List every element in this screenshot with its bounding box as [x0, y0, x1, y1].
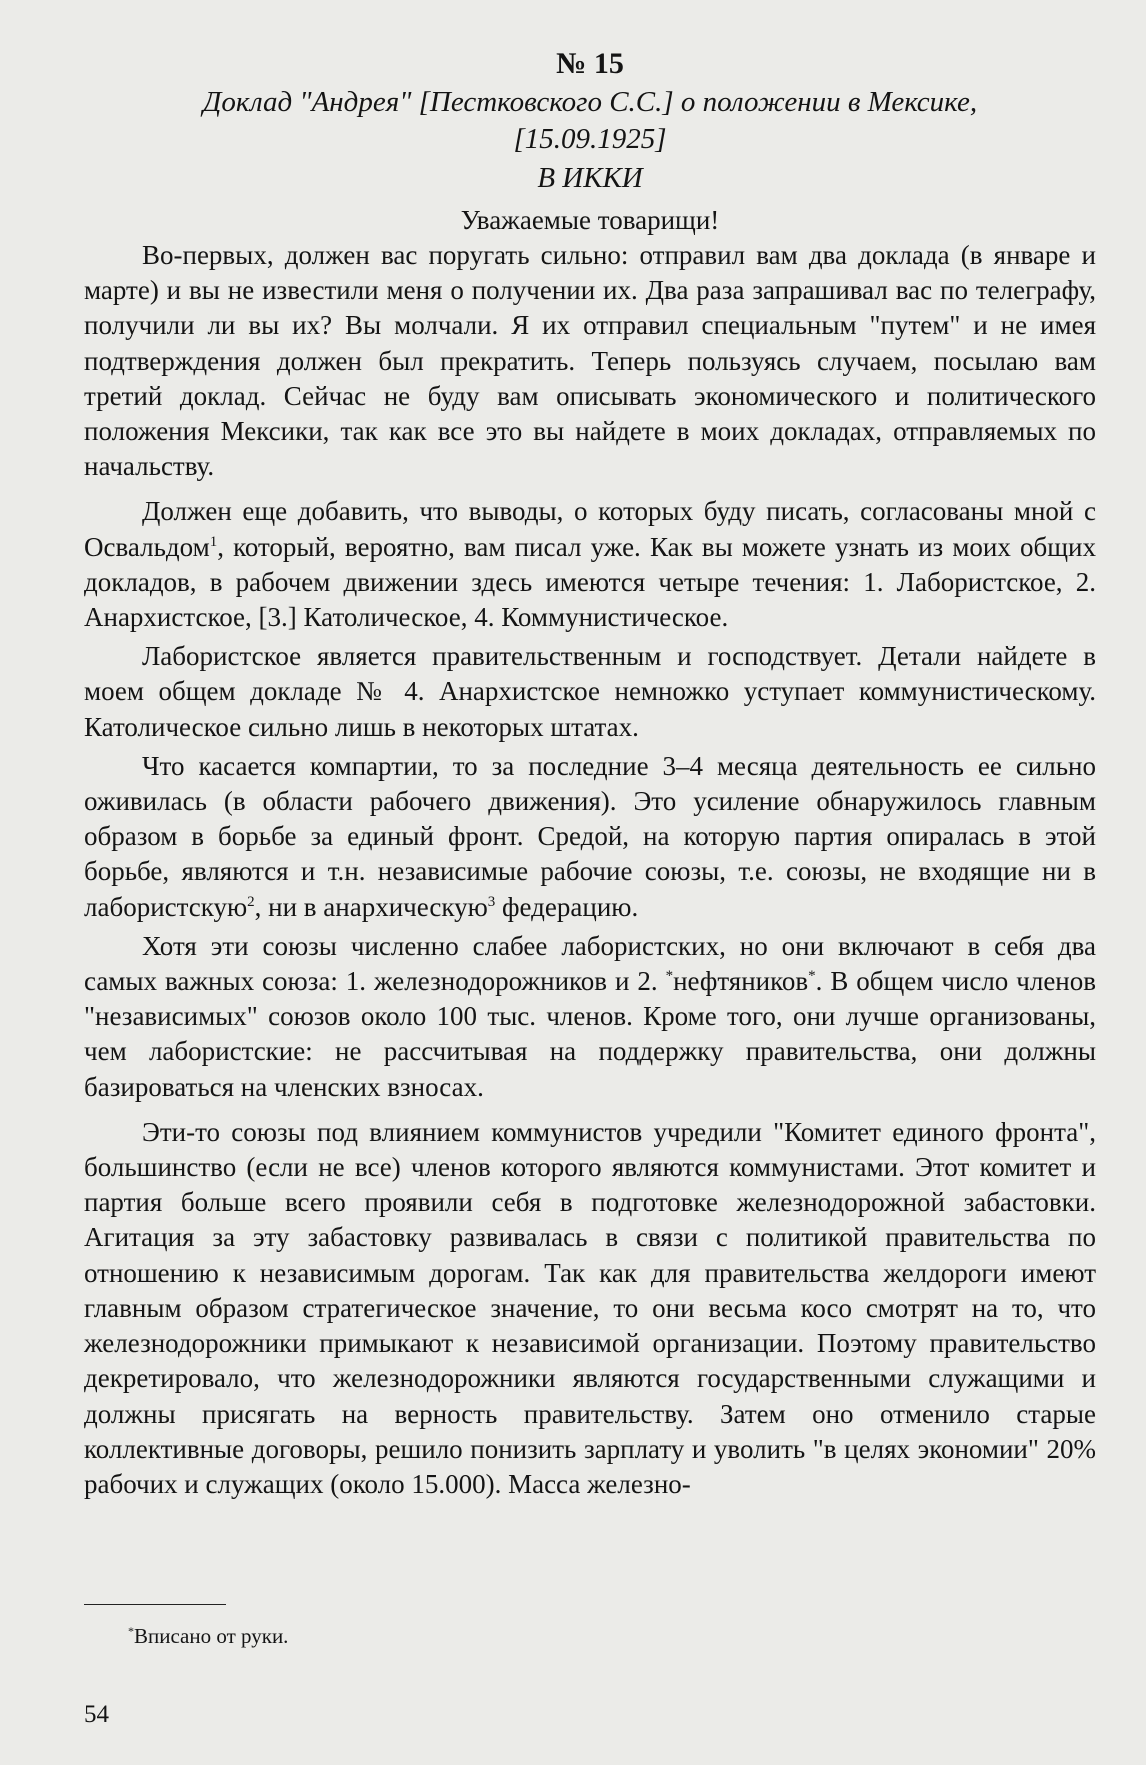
- paragraph-2-text-after: , который, вероятно, вам писал уже. Как вы можете узнать из моих общих докладов, в рабочем движении здесь имеются четыре течения: 1. Лабористское, 2. Анархистское, [3.] Католическое, 4. Коммунистическое.: [84, 531, 1096, 633]
- paragraph-4-text-before: Что касается компартии, то за последние 3–4 месяца деятельность ее сильно оживилась (в области рабочего движения). Это усиление обнаружилось главным образом в борьбе за единый фронт. Средой, на которую партия опиралась в этой борьбе, являются и т.н. независимые рабочие союзы, т.е. союзы, не входящие ни в лабористскую: [84, 750, 1096, 922]
- paragraph-4: [84, 749, 1096, 925]
- paragraph-4-text-after: федерацию.: [495, 891, 639, 922]
- paragraph-5-text-after: . В общем число членов "независимых" союзов около 100 тыс. членов. Кроме того, они лучше организованы, чем лабористские: не рассчитывая на поддержку правительства, они должны базироваться на членских взносах.: [84, 966, 1096, 1102]
- paragraph-2-text-before: Должен еще добавить, что выводы, о которых буду писать, согласованы мной с Освальдом: [84, 496, 1096, 562]
- paragraph-6: [84, 1115, 1096, 1502]
- paragraph-1: [84, 238, 1096, 484]
- footnote-mark-end: *: [808, 968, 816, 985]
- paragraph-4-text-middle: , ни в анархическую: [254, 891, 488, 922]
- footnote-divider: [84, 1604, 226, 1605]
- document-title-line1: Доклад "Андрея" [Пестковского С.С.] о положении в Мексике,: [202, 86, 978, 118]
- paragraph-5-text-before: Хотя эти союзы численно слабее лабористских, но они включают в себя два самых важных союза: 1. железнодорожников и 2.: [84, 930, 1096, 997]
- footnote-mark: *: [128, 1624, 134, 1638]
- paragraph-3: [84, 639, 1096, 745]
- paragraph-3-text: Лабористское является правительственным и господствует. Детали найдете в моем общем докладе № 4. Анархистское немножко уступает коммунистическому. Католическое сильно лишь в некоторых штатах.: [84, 641, 1096, 742]
- paragraph-6-text: Эти-то союзы под влиянием коммунистов учредили "Комитет единого фронта", большинство (если не все) членов которого являются коммунистами. Этот комитет и партия больше всего проявили себя в подготовке железнодорожной забастовки. Агитация за эту забастовку развивалась в связи с политикой правительства по отношению к независимым дорогам. Так как для правительства желдороги имеют главным образом стратегическое значение, то они весьма косо смотрят на то, что железнодорожники примыкают к независимой организации. Поэтому правительство декретировало, что железнодорожники являются государственными служащими и должны присягать на верность правительству. Затем оно отменило старые коллективные договоры, решило понизить зарплату и уволить "в целях экономии" 20% рабочих и служащих (около 15.000). Масса железно-: [84, 1116, 1096, 1499]
- paragraph-5-text-middle: нефтяников: [673, 966, 809, 997]
- paragraph-1-text: Во-первых, должен вас поругать сильно: отправил вам два доклада (в январе и марте) и вы не известили меня о получении их. Два раза запрашивал вас по телеграфу, получили ли вы их? Вы молчали. Я их отправил специальным "путем" и не имея подтверждения должен был прекратить. Теперь пользуясь случаем, посылаю вам третий доклад. Сейчас не буду вам описывать экономического и политического положения Мексики, так как все это вы найдете в моих докладах, отправляемых по начальству.: [84, 240, 1096, 482]
- footnote: [128, 1622, 288, 1650]
- page-number: 54: [84, 1701, 109, 1728]
- document-addressee: В ИККИ: [537, 162, 643, 194]
- document-title-line2: [15.09.1925]: [513, 123, 667, 155]
- document-number: № 15: [556, 47, 624, 80]
- salutation: Уважаемые товарищи!: [460, 205, 720, 235]
- paragraph-5: [84, 929, 1096, 1105]
- footnote-mark-start: *: [665, 968, 674, 985]
- footnote-ref-2: 2: [247, 893, 255, 910]
- footnote-ref-1: 1: [209, 533, 218, 550]
- footnote-text: Вписано от руки.: [134, 1624, 289, 1648]
- paragraph-2: [84, 494, 1096, 635]
- footnote-ref-3: 3: [487, 893, 496, 910]
